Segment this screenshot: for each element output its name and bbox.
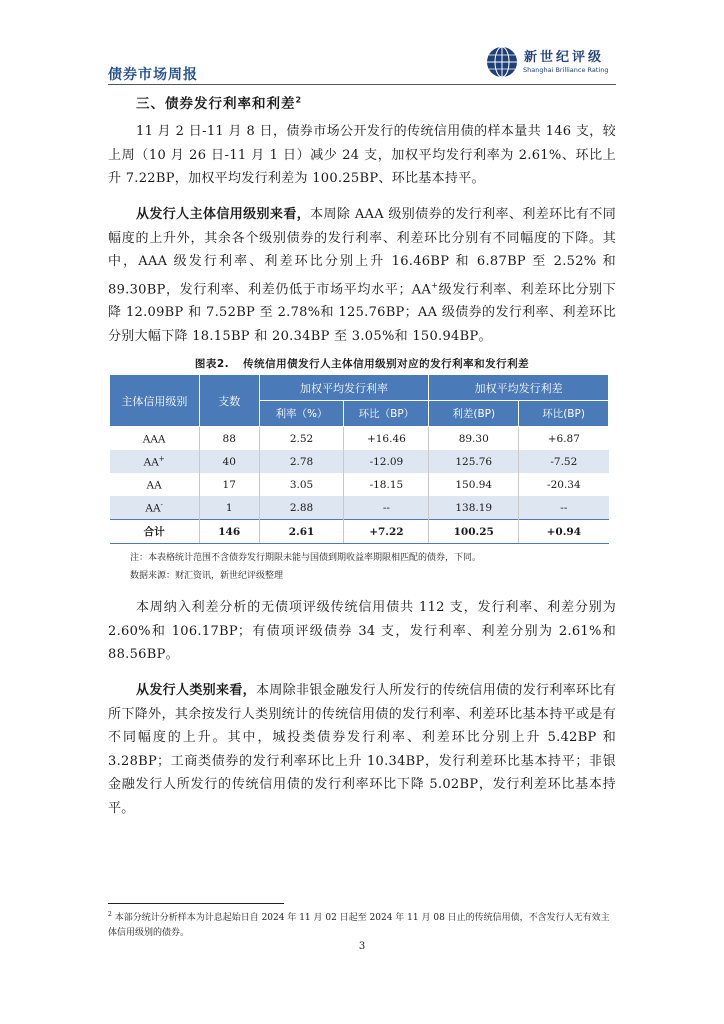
- cell-spread: 89.30: [429, 427, 519, 451]
- cell-rating: AA+: [110, 450, 200, 473]
- logo-english-name: Shanghai Brilliance Rating: [523, 66, 609, 74]
- cell-spread-change: -7.52: [519, 450, 609, 473]
- cell-rate-change: +16.46: [344, 427, 429, 451]
- table-row: [110, 473, 609, 496]
- cell-rate: 3.05: [259, 473, 344, 496]
- cell-spread-change: --: [519, 496, 609, 520]
- cell-rating: AA-: [110, 496, 200, 520]
- section-heading: [136, 92, 302, 112]
- rating-rate-spread-table: [109, 374, 609, 544]
- cell-rating: AAA: [110, 427, 200, 451]
- footnote-divider: [108, 903, 284, 904]
- cell-spread: 138.19: [429, 496, 519, 520]
- cell-rating: AA: [110, 473, 200, 496]
- section-heading-text: 三、债券发行利率和利差: [136, 96, 296, 112]
- header-divider: [108, 84, 616, 85]
- table-row: [110, 496, 609, 520]
- table-total-row: [110, 520, 609, 544]
- table-caption: [108, 356, 616, 371]
- table-caption-title: 传统信用债发行人主体信用级别对应的发行利率和发行利差: [243, 358, 530, 370]
- table-row: [110, 450, 609, 473]
- cell-spread: 100.25: [429, 520, 519, 544]
- footnote-reference[interactable]: 2: [295, 95, 303, 105]
- header-rate: 利率（%）: [259, 401, 344, 427]
- cell-rating: 合计: [110, 520, 200, 544]
- footnote-mark: 2: [108, 911, 112, 918]
- cell-count: 1: [199, 496, 259, 520]
- header-count: 支数: [199, 375, 259, 427]
- cell-rate-change: +7.22: [344, 520, 429, 544]
- cell-count: 88: [199, 427, 259, 451]
- paragraph-lead: 从发行人主体信用级别来看，: [136, 207, 311, 222]
- page-number: 3: [358, 941, 366, 952]
- table-notes: [130, 549, 481, 585]
- cell-rate: 2.78: [259, 450, 344, 473]
- paragraph-lead: 从发行人类别来看，: [136, 683, 257, 698]
- paragraph-by-rating: [108, 203, 616, 348]
- cell-rate: 2.88: [259, 496, 344, 520]
- data-source: 数据来源：财汇资讯，新世纪评级整理: [130, 571, 284, 581]
- header-rating: 主体信用级别: [110, 375, 200, 427]
- logo-chinese-name: 新世纪评级: [524, 50, 605, 65]
- cell-rate-change: -12.09: [344, 450, 429, 473]
- table-caption-label: 图表2.: [194, 358, 230, 370]
- cell-rate-change: -18.15: [344, 473, 429, 496]
- paragraph-by-issuer-type: [108, 679, 616, 820]
- cell-rate: 2.61: [259, 520, 344, 544]
- cell-spread: 125.76: [429, 450, 519, 473]
- cell-spread-change: +6.87: [547, 432, 580, 445]
- paragraph-summary: 11 月 2 日-11 月 8 日，债券市场公开发行的传统信用债的样本量共 146 支，较上周（10 月 26 日-11 月 1 日）减少 24 支，加权平均发行利率为 2.61%、环比上升 7.22BP，加权平均发行利差为 100.25BP、环比基本持平。: [108, 124, 616, 186]
- cell-count: 40: [199, 450, 259, 473]
- cell-count: 17: [199, 473, 259, 496]
- header-spread: 利差(BP): [429, 401, 519, 427]
- brand-logo: [486, 44, 616, 80]
- page-header: [108, 44, 616, 84]
- paragraph-text: 本周除 AAA 级别债券的发行利率、利差环比有不同幅度的上升外，其余各个级别债券的发行利率、利差环比分别有不同幅度的下降。其中，AAA 级发行利率、利差环比分别上升 16.46BP 和 6.87BP 至 2.52% 和 89.30BP，发行利率、利差仍低于市场平均水平；AA: [108, 207, 616, 297]
- header-rate-change: 环比（BP）: [344, 401, 429, 427]
- paragraph-text: 本周除非银金融发行人所发行的传统信用债的发行利率环比有所下降外，其余按发行人类别统计的传统信用债的发行利率、利差环比基本持平或是有不同幅度的上升。其中，城投类债券发行利率、利差环比分别上升 5.42BP 和 3.28BP；工商类债券的发行利率环比上升 10.34BP，发行利差环比基本持平；非银金融发行人所发行的传统信用债的发行利率环比下降 5.02BP，发行利差环比基本持平。: [108, 683, 616, 816]
- cell-count: 146: [199, 520, 259, 544]
- footnote-text: 本部分统计分析样本为计息起始日自 2024 年 11 月 02 日起至 2024 年 11 月 08 日止的传统信用债，不含发行人无有效主体信用级别的债券。: [108, 913, 610, 938]
- cell-rate-change: --: [344, 496, 429, 520]
- footnote: [108, 907, 616, 941]
- paragraph-rated-unrated: 本周纳入利差分析的无债项评级传统信用债共 112 支，发行利率、利差分别为 2.60%和 106.17BP；有债项评级债券 34 支，发行利率、利差分别为 2.61%和 88.56BP。: [108, 600, 616, 662]
- cell-spread-change: -20.34: [547, 478, 581, 491]
- globe-logo-icon: [486, 46, 518, 78]
- table-row: [110, 427, 609, 451]
- report-title: 债券市场周报: [108, 67, 198, 83]
- paragraph-text: 级发行利率、利差环比分别下降 12.09BP 和 7.52BP 至 2.78%和 125.76BP；AA 级债券的发行利率、利差环比分别大幅下降 18.15BP 和 20.34BP 至 3.05%和 150.94BP。: [108, 281, 616, 344]
- header-group-spread: 加权平均发行利差: [429, 375, 609, 401]
- header-spread-change: 环比(BP): [519, 401, 609, 427]
- cell-spread-change: +0.94: [519, 520, 609, 544]
- rating-superscript: +: [431, 280, 439, 290]
- cell-spread: 150.94: [429, 473, 519, 496]
- header-group-rate: 加权平均发行利率: [259, 375, 429, 401]
- table-note: 注：本表格统计范围不含债券发行期限未能与国债到期收益率期限相匹配的债券，下同。: [130, 553, 482, 563]
- cell-rate: 2.52: [259, 427, 344, 451]
